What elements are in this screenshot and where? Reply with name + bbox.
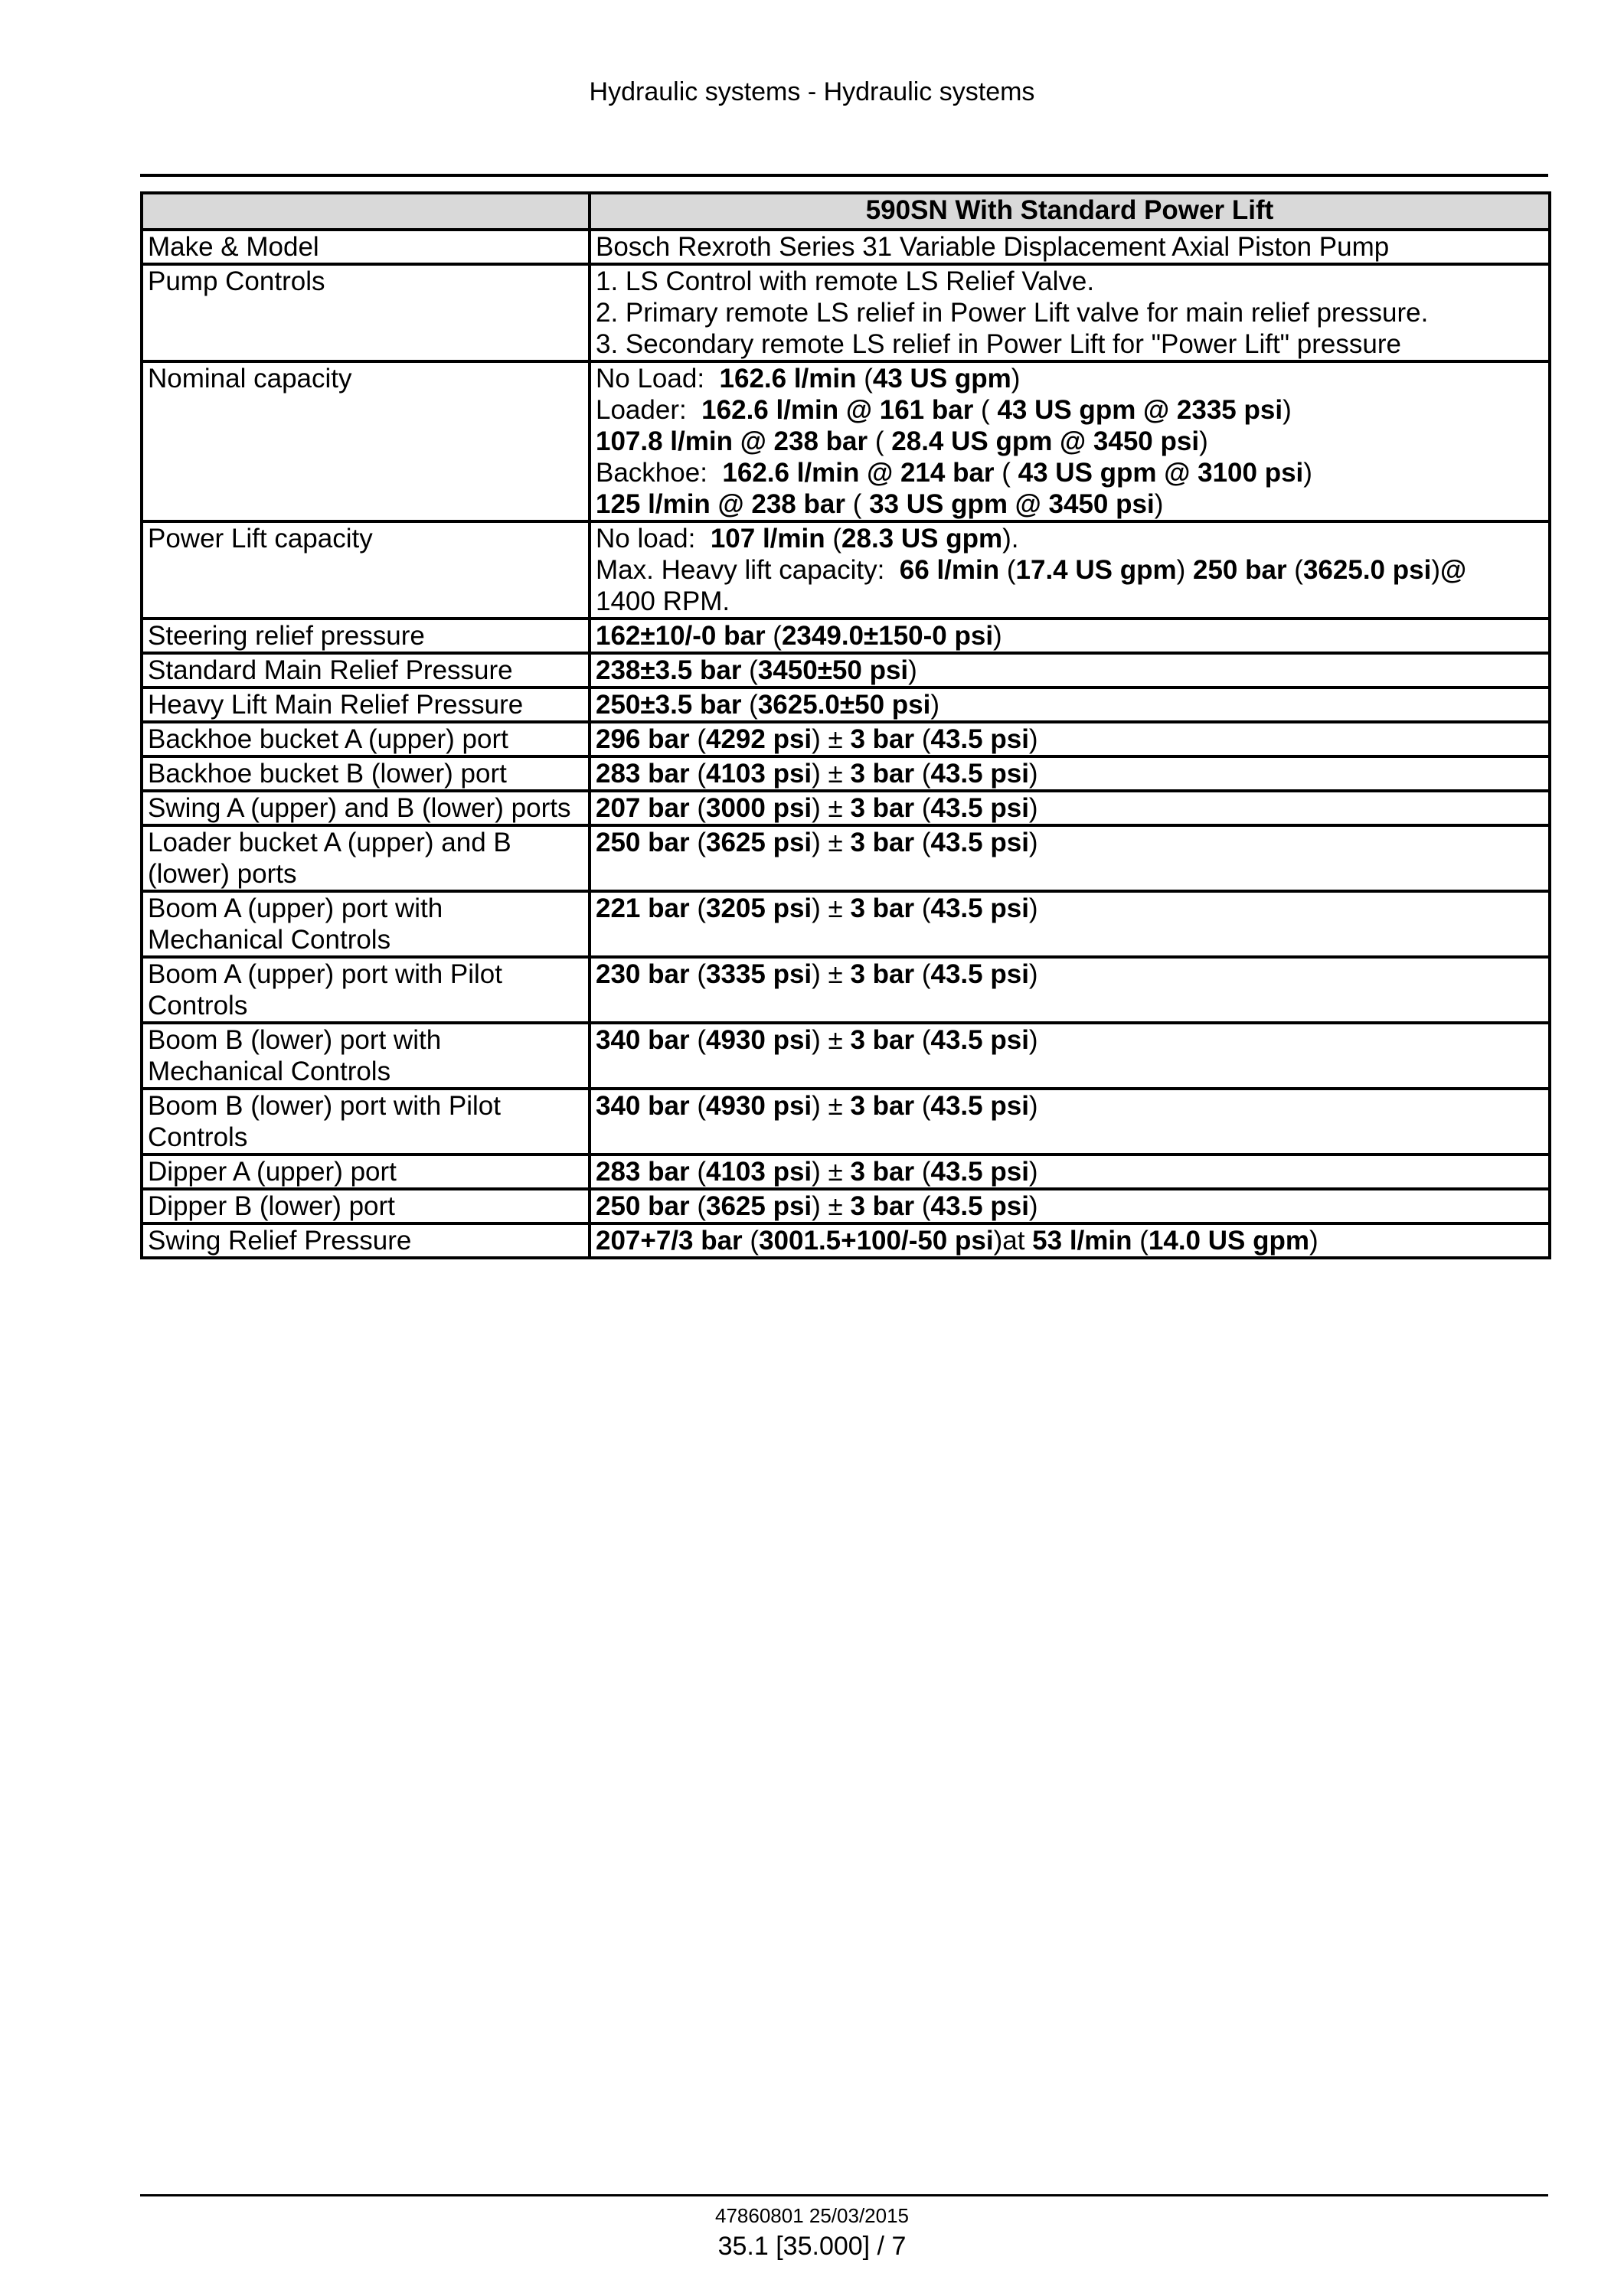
pressure-psi: 3000 psi	[705, 793, 812, 823]
backhoe-line: Backhoe: 162.6 l/min @ 214 bar ( 43 US gpm @ 3100 psi)	[596, 458, 1312, 488]
no-load-flow: 162.6 l/min	[719, 364, 857, 394]
row-label: Make & Model	[142, 230, 590, 264]
backhoe-gpm: 43 US gpm @ 3100 psi	[1018, 458, 1304, 488]
table-row	[142, 230, 1550, 264]
row-value: 340 bar (4930 psi) ± 3 bar (43.5 psi)	[590, 1089, 1550, 1155]
loader-line-2: 107.8 l/min @ 238 bar ( 28.4 US gpm @ 3450 psi)	[596, 426, 1208, 456]
table-row	[142, 1223, 1550, 1258]
row-label: Heavy Lift Main Relief Pressure	[142, 687, 590, 722]
table-row	[142, 361, 1550, 521]
tolerance-psi: 43.5 psi	[930, 1091, 1029, 1121]
row-label: Boom A (upper) port with Mechanical Controls	[142, 891, 590, 957]
pl-max-flow: 66 l/min	[899, 555, 1000, 585]
loader2-gpm: 28.4 US gpm @ 3450 psi	[891, 426, 1200, 456]
page-header: Hydraulic systems - Hydraulic systems	[589, 77, 1035, 106]
row-label: Steering relief pressure	[142, 619, 590, 653]
table-row	[142, 1089, 1550, 1155]
row-label: Backhoe bucket B (lower) port	[142, 756, 590, 791]
no-load-line: No Load: 162.6 l/min (43 US gpm)	[596, 364, 1021, 394]
swing-relief-gpm: 14.0 US gpm	[1148, 1226, 1309, 1256]
header-divider	[140, 174, 1548, 177]
tolerance-bar: 3 bar	[850, 1025, 915, 1055]
tolerance-bar: 3 bar	[850, 1091, 915, 1121]
no-load-gpm: 43 US gpm	[872, 364, 1011, 394]
swing-relief-psi: 3001.5+100/-50 psi	[759, 1226, 994, 1256]
pl-max-gpm: 17.4 US gpm	[1015, 555, 1177, 585]
pressure-psi: 3335 psi	[705, 959, 812, 989]
row-value: 238±3.5 bar (3450±50 psi)	[590, 653, 1550, 687]
pressure-psi: 4292 psi	[705, 724, 812, 754]
pressure-psi: 3625 psi	[705, 828, 812, 857]
backhoe-line-2: 125 l/min @ 238 bar ( 33 US gpm @ 3450 psi)	[596, 489, 1164, 519]
pressure-bar: 221 bar	[596, 893, 690, 923]
row-label: Pump Controls	[142, 264, 590, 361]
pressure-psi: 4103 psi	[705, 1157, 812, 1187]
power-lift-max-line: Max. Heavy lift capacity: 66 l/min (17.4 US gpm) 250 bar (3625.0 psi)@	[596, 555, 1467, 585]
tolerance-bar: 3 bar	[850, 793, 915, 823]
row-value: Bosch Rexroth Series 31 Variable Displacement Axial Piston Pump	[590, 230, 1550, 264]
backhoe2-flow: 125 l/min @ 238 bar	[596, 489, 845, 519]
tolerance-bar: 3 bar	[850, 759, 915, 789]
row-value	[590, 361, 1550, 521]
row-value: 207 bar (3000 psi) ± 3 bar (43.5 psi)	[590, 791, 1550, 825]
table-row	[142, 957, 1550, 1023]
pump-control-line: 3. Secondary remote LS relief in Power Lift for "Power Lift" pressure	[596, 329, 1401, 359]
backhoe-label: Backhoe:	[596, 458, 707, 488]
pressure-bar: 162±10/-0 bar	[596, 621, 766, 651]
row-value: 221 bar (3205 psi) ± 3 bar (43.5 psi)	[590, 891, 1550, 957]
pl-max-at: @	[1439, 555, 1467, 585]
row-value: 296 bar (4292 psi) ± 3 bar (43.5 psi)	[590, 722, 1550, 756]
pressure-bar: 238±3.5 bar	[596, 655, 742, 685]
power-lift-no-load-line: No load: 107 l/min (28.3 US gpm).	[596, 524, 1019, 554]
pressure-bar: 340 bar	[596, 1025, 690, 1055]
table-row	[142, 653, 1550, 687]
footer-divider	[140, 2194, 1548, 2196]
pressure-bar: 250 bar	[596, 1191, 690, 1221]
no-load-label: No Load:	[596, 364, 705, 394]
table-row	[142, 756, 1550, 791]
table-title-row	[142, 193, 1550, 230]
tolerance-psi: 43.5 psi	[930, 828, 1029, 857]
pressure-bar: 250 bar	[596, 828, 690, 857]
tolerance-psi: 43.5 psi	[930, 1025, 1029, 1055]
hydraulic-spec-table	[140, 191, 1551, 1259]
power-lift-rpm: 1400 RPM.	[596, 586, 730, 616]
pressure-psi: 3450±50 psi	[757, 655, 909, 685]
pressure-bar: 250±3.5 bar	[596, 690, 742, 720]
row-label: Boom B (lower) port with Mechanical Controls	[142, 1023, 590, 1089]
row-value: 283 bar (4103 psi) ± 3 bar (43.5 psi)	[590, 1155, 1550, 1189]
tolerance-bar: 3 bar	[850, 828, 915, 857]
row-value: 340 bar (4930 psi) ± 3 bar (43.5 psi)	[590, 1023, 1550, 1089]
table-row	[142, 687, 1550, 722]
tolerance-psi: 43.5 psi	[930, 793, 1029, 823]
row-label: Swing Relief Pressure	[142, 1223, 590, 1258]
row-label: Nominal capacity	[142, 361, 590, 521]
pl-max-psi: 3625.0 psi	[1302, 555, 1432, 585]
tolerance-bar: 3 bar	[850, 893, 915, 923]
title-blank-cell	[142, 193, 590, 230]
pl-max-label: Max. Heavy lift capacity:	[596, 555, 885, 585]
pressure-psi: 3625 psi	[705, 1191, 812, 1221]
row-label: Dipper B (lower) port	[142, 1189, 590, 1223]
pressure-psi: 3625.0±50 psi	[757, 690, 931, 720]
pump-control-line: 2. Primary remote LS relief in Power Lift valve for main relief pressure.	[596, 298, 1429, 328]
pressure-bar: 283 bar	[596, 1157, 690, 1187]
row-value: 250 bar (3625 psi) ± 3 bar (43.5 psi)	[590, 1189, 1550, 1223]
tolerance-psi: 43.5 psi	[930, 759, 1029, 789]
tolerance-bar: 3 bar	[850, 959, 915, 989]
pressure-bar: 283 bar	[596, 759, 690, 789]
row-value: 250 bar (3625 psi) ± 3 bar (43.5 psi)	[590, 825, 1550, 891]
tolerance-bar: 3 bar	[850, 724, 915, 754]
backhoe2-gpm: 33 US gpm @ 3450 psi	[869, 489, 1155, 519]
table-row	[142, 619, 1550, 653]
pressure-bar: 207 bar	[596, 793, 690, 823]
row-value	[590, 521, 1550, 619]
page-number: 35.1 [35.000] / 7	[717, 2232, 907, 2261]
pressure-psi: 4103 psi	[705, 759, 812, 789]
row-label: Dipper A (upper) port	[142, 1155, 590, 1189]
table-row	[142, 722, 1550, 756]
row-label: Standard Main Relief Pressure	[142, 653, 590, 687]
pl-max-bar: 250 bar	[1192, 555, 1287, 585]
row-value: 207+7/3 bar (3001.5+100/-50 psi)at 53 l/min (14.0 US gpm)	[590, 1223, 1550, 1258]
row-value	[590, 264, 1550, 361]
loader-gpm: 43 US gpm @ 2335 psi	[997, 395, 1283, 425]
pressure-psi: 3205 psi	[705, 893, 812, 923]
tolerance-bar: 3 bar	[850, 1157, 915, 1187]
loader-flow: 162.6 l/min @ 161 bar	[701, 395, 974, 425]
table-row	[142, 791, 1550, 825]
table-row	[142, 1189, 1550, 1223]
pressure-bar: 230 bar	[596, 959, 690, 989]
table-row	[142, 825, 1550, 891]
table-row	[142, 264, 1550, 361]
table-row	[142, 891, 1550, 957]
pressure-bar: 340 bar	[596, 1091, 690, 1121]
document-code: 47860801 25/03/2015	[714, 2204, 910, 2227]
row-value: 250±3.5 bar (3625.0±50 psi)	[590, 687, 1550, 722]
row-label: Boom B (lower) port with Pilot Controls	[142, 1089, 590, 1155]
row-label: Loader bucket A (upper) and B (lower) ports	[142, 825, 590, 891]
tolerance-psi: 43.5 psi	[930, 1191, 1029, 1221]
loader-line: Loader: 162.6 l/min @ 161 bar ( 43 US gpm @ 2335 psi)	[596, 395, 1292, 425]
loader-label: Loader:	[596, 395, 687, 425]
row-label: Power Lift capacity	[142, 521, 590, 619]
table-row	[142, 1155, 1550, 1189]
pl-no-load-flow: 107 l/min	[710, 524, 825, 554]
pl-no-load-gpm: 28.3 US gpm	[841, 524, 1003, 554]
row-value: 162±10/-0 bar (2349.0±150-0 psi)	[590, 619, 1550, 653]
table-title: 590SN With Standard Power Lift	[590, 193, 1550, 230]
tolerance-psi: 43.5 psi	[930, 1157, 1029, 1187]
pressure-bar: 296 bar	[596, 724, 690, 754]
row-label: Boom A (upper) port with Pilot Controls	[142, 957, 590, 1023]
pl-no-load-label: No load:	[596, 524, 696, 554]
swing-relief-flow: 53 l/min	[1032, 1226, 1132, 1256]
row-value: 283 bar (4103 psi) ± 3 bar (43.5 psi)	[590, 756, 1550, 791]
loader2-flow: 107.8 l/min @ 238 bar	[596, 426, 868, 456]
row-value: 230 bar (3335 psi) ± 3 bar (43.5 psi)	[590, 957, 1550, 1023]
row-label: Swing A (upper) and B (lower) ports	[142, 791, 590, 825]
tolerance-bar: 3 bar	[850, 1191, 915, 1221]
backhoe-flow: 162.6 l/min @ 214 bar	[722, 458, 995, 488]
tolerance-psi: 43.5 psi	[930, 724, 1029, 754]
swing-relief-at: at	[1002, 1226, 1025, 1256]
row-label: Backhoe bucket A (upper) port	[142, 722, 590, 756]
pump-control-line: 1. LS Control with remote LS Relief Valve.	[596, 266, 1095, 296]
table-row	[142, 1023, 1550, 1089]
tolerance-psi: 43.5 psi	[930, 959, 1029, 989]
tolerance-psi: 43.5 psi	[930, 893, 1029, 923]
table-row	[142, 521, 1550, 619]
swing-relief-bar: 207+7/3 bar	[596, 1226, 743, 1256]
pressure-psi: 4930 psi	[705, 1091, 812, 1121]
pressure-psi: 2349.0±150-0 psi	[781, 621, 994, 651]
pressure-psi: 4930 psi	[705, 1025, 812, 1055]
